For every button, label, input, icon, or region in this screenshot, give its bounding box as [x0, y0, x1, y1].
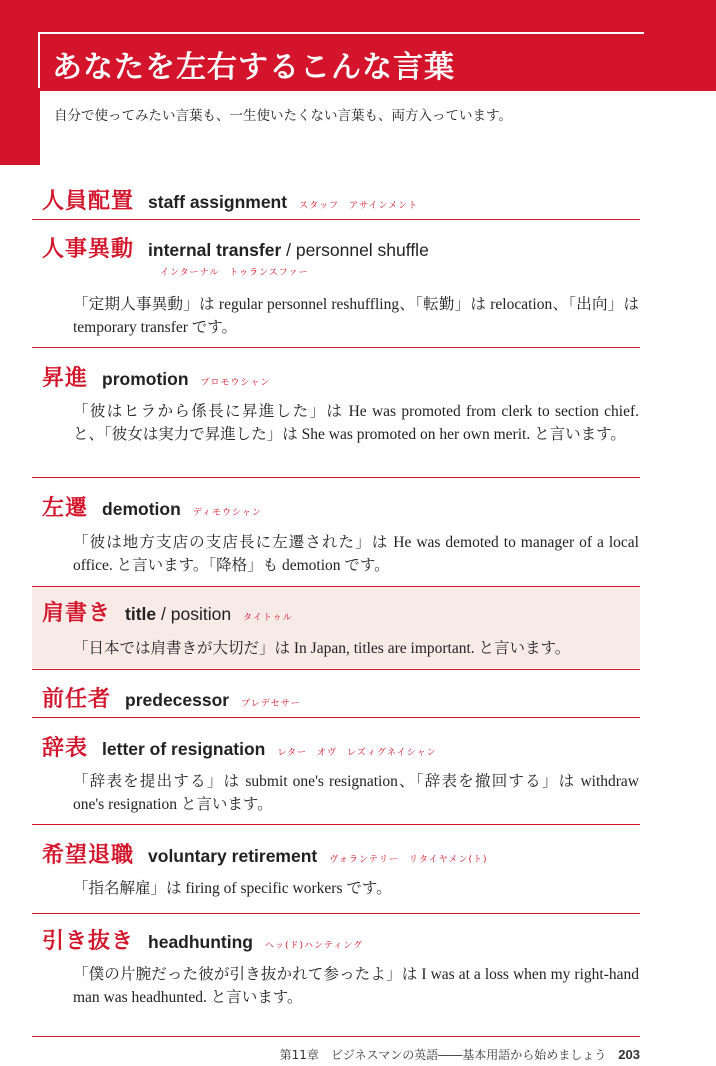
entry-katakana-reading: ヴォランテリー リタイヤメン(ト) [329, 855, 488, 865]
entry-description: 「日本では肩書きが大切だ」は In Japan, titles are important. と言います。 [73, 640, 571, 657]
entry-japanese-term: 前任者 [42, 687, 112, 712]
entry-description: 「僕の片腕だった彼が引き抜かれて参ったよ」は I was at a loss when my right-hand man was headhunted. と言います。 [73, 966, 639, 1006]
entry-english-term: letter of resignation [102, 739, 266, 759]
entry-katakana-reading: プロモウシャン [200, 378, 271, 388]
entry-japanese-term: 希望退職 [42, 843, 135, 868]
entry-japanese-term: 肩書き [42, 601, 112, 626]
entry-japanese-term: 昇進 [42, 366, 89, 391]
entry-english-alt: / personnel shuffle [281, 240, 429, 260]
page-footer [280, 1046, 640, 1063]
divider [32, 477, 640, 478]
entry-description: 「辞表を提出する」は submit one's resignation、「辞表を撤回する」は withdraw one's resignation と言います。 [73, 773, 639, 813]
entry-heading [42, 596, 293, 630]
entry-letter-of-resignation [32, 731, 640, 823]
entry-katakana-reading: ヘッ(ド)ハンティング [265, 941, 364, 951]
entry-description: 「彼はヒラから係長に昇進した」は He was promoted from clerk to section chief. と、「彼女は実力で昇進した」は She was promoted on her own merit. と言います。 [73, 403, 639, 443]
divider [32, 219, 640, 220]
divider [32, 347, 640, 348]
page-title: あなたを左右するこんな言葉 [52, 50, 455, 85]
subtitle-panel [40, 91, 716, 165]
entry-predecessor [32, 682, 640, 716]
divider [32, 717, 640, 718]
entry-katakana-reading: レター オヴ レズィグネイシャン [277, 748, 437, 758]
entry-katakana-reading: プレデセサー [241, 699, 301, 709]
entry-japanese-term: 左遷 [42, 496, 89, 521]
entry-internal-transfer [32, 232, 640, 346]
entry-japanese-term: 人員配置 [42, 189, 135, 214]
entry-heading [42, 924, 363, 958]
entry-headhunting [32, 924, 640, 1020]
entry-promotion [32, 361, 640, 475]
page-number: 203 [618, 1047, 640, 1062]
footer-divider [32, 1036, 640, 1037]
entry-description: 「定期人事異動」は regular personnel reshuffling、「転勤」は relocation、「出向」は temporary transfer です。 [73, 296, 639, 336]
entry-demotion [32, 491, 640, 585]
entry-english-term: promotion [102, 369, 189, 389]
page-subtitle: 自分で使ってみたい言葉も、一生使いたくない言葉も、両方入っています。 [54, 108, 512, 124]
entry-japanese-term: 辞表 [42, 736, 89, 761]
entry-heading [42, 682, 301, 716]
entry-english-term: staff assignment [148, 192, 288, 212]
entry-description: 「指名解雇」は firing of specific workers です。 [73, 880, 392, 897]
entry-japanese-term: 引き抜き [42, 929, 135, 954]
entry-katakana-reading: スタッフ アサインメント [299, 201, 419, 211]
entry-katakana-reading: タイトゥル [243, 613, 293, 623]
entry-heading [42, 731, 437, 765]
entry-heading [42, 184, 418, 218]
entry-english-term: demotion [102, 499, 181, 519]
entry-voluntary-retirement [32, 838, 640, 912]
entry-english-term: voluntary retirement [148, 846, 318, 866]
entry-english-term: predecessor [125, 690, 230, 710]
entry-katakana-reading: インターナル トゥランスファー [160, 268, 309, 278]
divider [32, 913, 640, 914]
entry-katakana-reading: ディモウシャン [192, 508, 262, 518]
entry-heading [42, 838, 488, 872]
entry-english-term: title [125, 604, 157, 624]
divider [32, 824, 640, 825]
entry-heading [42, 232, 429, 266]
divider [32, 669, 640, 670]
entry-english-term: internal transfer [148, 240, 282, 260]
chapter-title: 第11章 ビジネスマンの英語――基本用語から始めましょう [279, 1048, 607, 1062]
entry-heading [42, 491, 262, 525]
entry-heading [42, 361, 270, 395]
entry-staff-assignment [32, 184, 640, 218]
entry-english-alt: / position [156, 604, 232, 624]
entry-title-highlighted [32, 587, 640, 668]
entry-description: 「彼は地方支店の支店長に左遷された」は He was demoted to manager of a local office. と言います。「降格」も demotion です。 [73, 534, 639, 574]
entry-english-term: headhunting [148, 932, 253, 952]
entry-japanese-term: 人事異動 [42, 237, 135, 262]
